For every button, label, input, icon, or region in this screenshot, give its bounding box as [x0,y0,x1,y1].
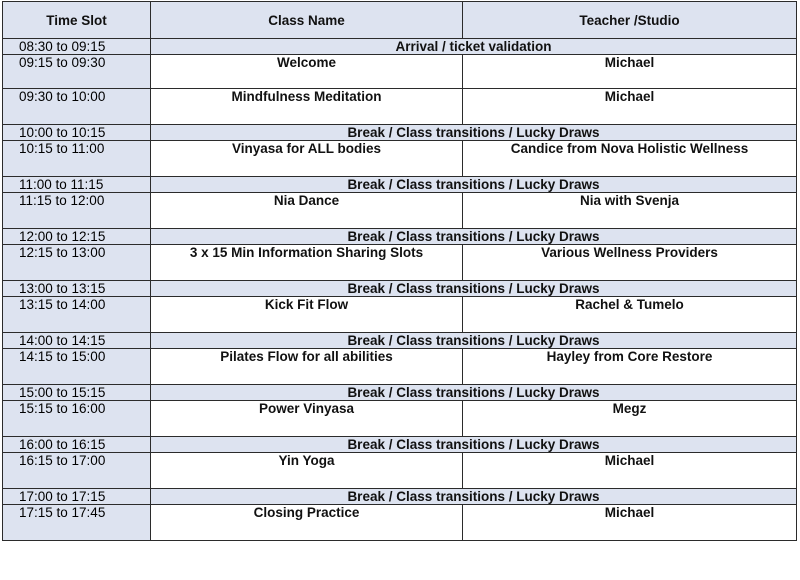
table-row [3,39,797,55]
table-row [3,401,797,437]
table-row [3,245,797,281]
time-slot-cell: 11:00 to 11:15 [3,177,151,193]
time-slot-cell: 13:00 to 13:15 [3,281,151,297]
class-name-cell: 3 x 15 Min Information Sharing Slots [151,245,463,281]
time-slot-cell: 08:30 to 09:15 [3,39,151,55]
header-row [3,2,797,39]
table-row [3,505,797,541]
table-row [3,349,797,385]
time-slot-cell: 10:15 to 11:00 [3,141,151,177]
table-row [3,89,797,125]
class-name-cell: Yin Yoga [151,453,463,489]
header-time-slot: Time Slot [3,2,151,39]
table-row [3,437,797,453]
transition-cell: Break / Class transitions / Lucky Draws [151,489,797,505]
header-class-name: Class Name [151,2,463,39]
time-slot-cell: 14:15 to 15:00 [3,349,151,385]
transition-cell: Break / Class transitions / Lucky Draws [151,385,797,401]
table-row [3,453,797,489]
teacher-cell: Michael [463,89,797,125]
schedule-body [3,39,797,541]
table-row [3,385,797,401]
time-slot-cell: 15:00 to 15:15 [3,385,151,401]
table-row [3,297,797,333]
time-slot-cell: 17:00 to 17:15 [3,489,151,505]
time-slot-cell: 09:15 to 09:30 [3,55,151,89]
class-name-cell: Mindfulness Meditation [151,89,463,125]
teacher-cell: Michael [463,505,797,541]
time-slot-cell: 14:00 to 14:15 [3,333,151,349]
teacher-cell: Nia with Svenja [463,193,797,229]
class-name-cell: Vinyasa for ALL bodies [151,141,463,177]
schedule-table [2,1,797,541]
time-slot-cell: 17:15 to 17:45 [3,505,151,541]
class-name-cell: Pilates Flow for all abilities [151,349,463,385]
transition-cell: Break / Class transitions / Lucky Draws [151,437,797,453]
teacher-cell: Hayley from Core Restore [463,349,797,385]
table-row [3,141,797,177]
class-name-cell: Kick Fit Flow [151,297,463,333]
teacher-cell: Various Wellness Providers [463,245,797,281]
time-slot-cell: 12:00 to 12:15 [3,229,151,245]
class-name-cell: Welcome [151,55,463,89]
table-row [3,55,797,89]
table-row [3,333,797,349]
time-slot-cell: 15:15 to 16:00 [3,401,151,437]
table-row [3,489,797,505]
teacher-cell: Michael [463,453,797,489]
time-slot-cell: 16:00 to 16:15 [3,437,151,453]
class-name-cell: Nia Dance [151,193,463,229]
class-name-cell: Closing Practice [151,505,463,541]
time-slot-cell: 13:15 to 14:00 [3,297,151,333]
time-slot-cell: 12:15 to 13:00 [3,245,151,281]
teacher-cell: Michael [463,55,797,89]
table-row [3,229,797,245]
teacher-cell: Candice from Nova Holistic Wellness [463,141,797,177]
time-slot-cell: 10:00 to 10:15 [3,125,151,141]
time-slot-cell: 11:15 to 12:00 [3,193,151,229]
teacher-cell: Rachel & Tumelo [463,297,797,333]
table-row [3,193,797,229]
table-row [3,125,797,141]
table-row [3,281,797,297]
transition-cell: Break / Class transitions / Lucky Draws [151,229,797,245]
table-row [3,177,797,193]
time-slot-cell: 09:30 to 10:00 [3,89,151,125]
time-slot-cell: 16:15 to 17:00 [3,453,151,489]
transition-cell: Break / Class transitions / Lucky Draws [151,281,797,297]
header-teacher-studio: Teacher /Studio [463,2,797,39]
teacher-cell: Megz [463,401,797,437]
transition-cell: Break / Class transitions / Lucky Draws [151,177,797,193]
transition-cell: Break / Class transitions / Lucky Draws [151,125,797,141]
transition-cell: Break / Class transitions / Lucky Draws [151,333,797,349]
transition-cell: Arrival / ticket validation [151,39,797,55]
class-name-cell: Power Vinyasa [151,401,463,437]
